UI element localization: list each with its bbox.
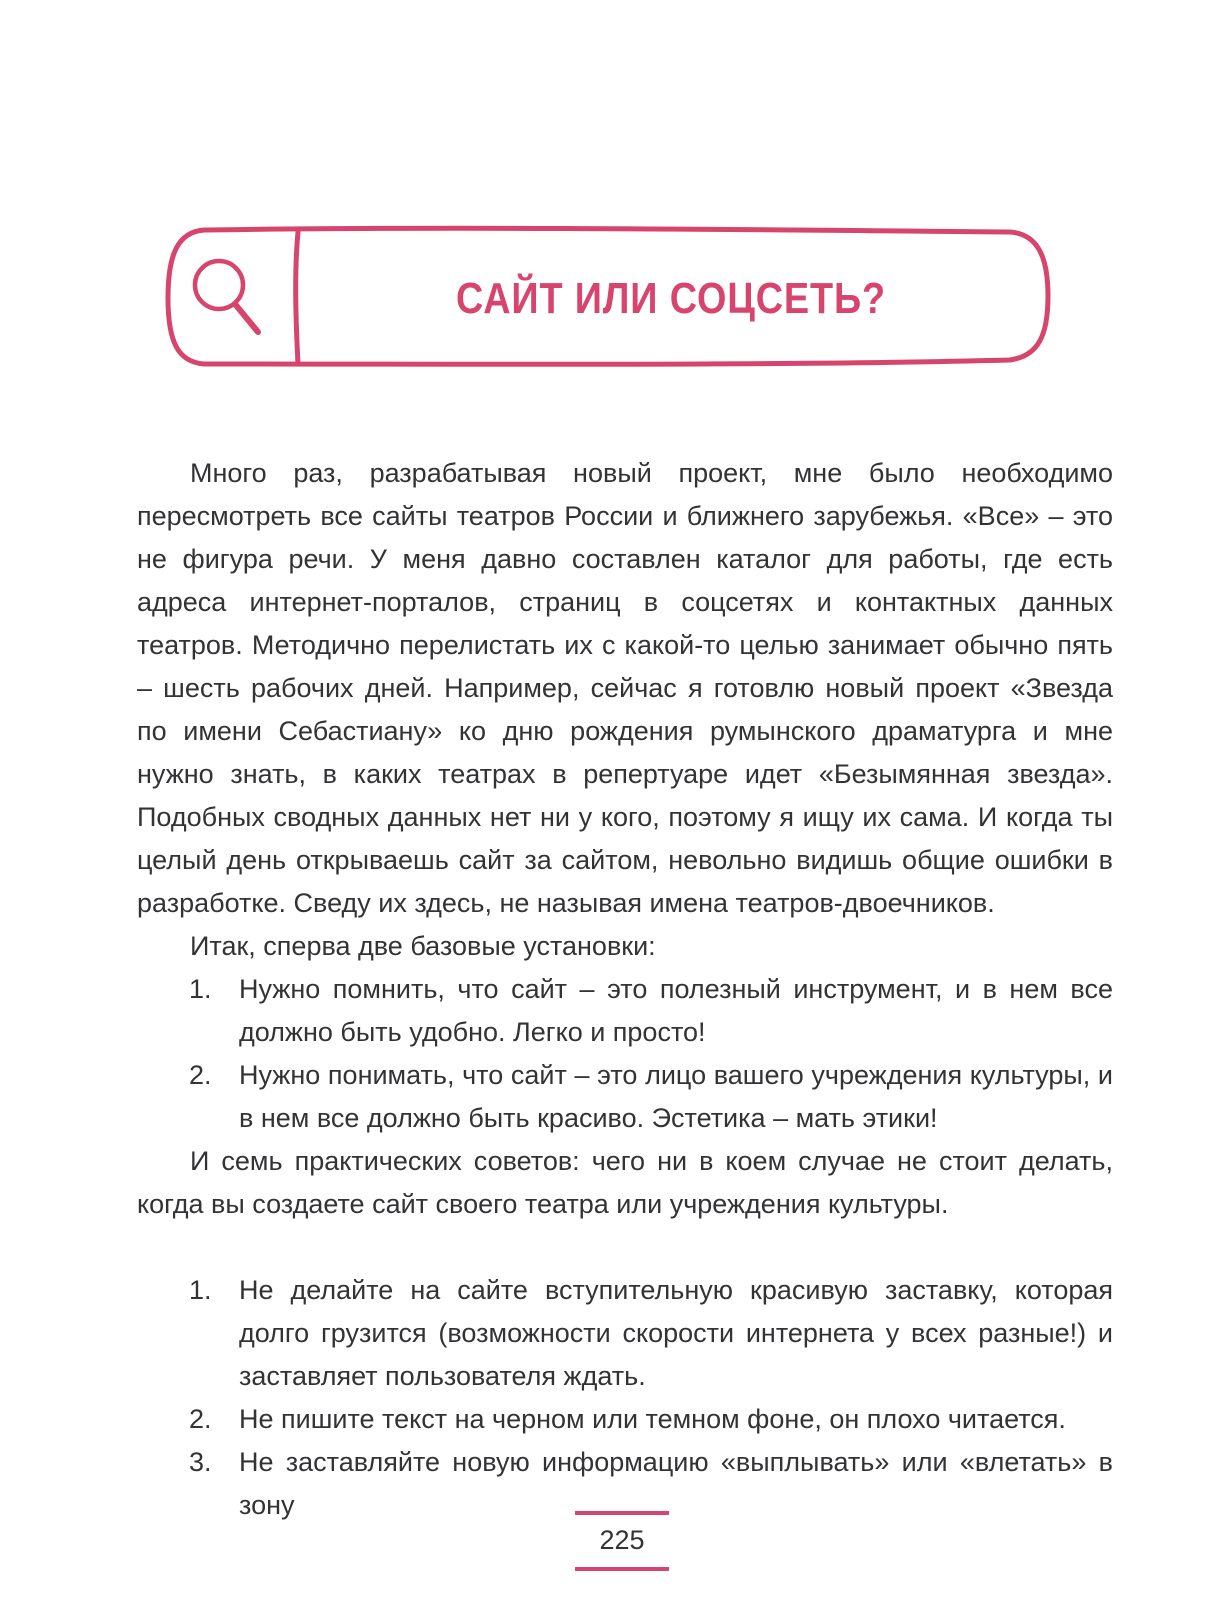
page-number-rule-bottom [575,1567,669,1571]
list-item [137,1398,1113,1441]
list-item-number: 1. [189,974,212,1004]
tips-intro-paragraph: И семь практических советов: чего ни в коем случае не стоит делать, когда вы создаете сайт своего театра или учреждения культуры. [137,1146,1113,1219]
list-item-number: 3. [189,1447,212,1477]
list-item-number: 2. [189,1060,212,1090]
list-item-number: 1. [189,1275,212,1305]
section-title: САЙТ ИЛИ СОЦСЕТЬ? [455,274,887,323]
list-item-text: Нужно понимать, что сайт – это лицо вашего учреждения культуры, и в нем все должно быть красиво. Эстетика – мать этики! [239,1060,1113,1133]
intro-paragraph: Много раз, разрабатывая новый проект, мне было необходимо пересмотреть все сайты театров России и ближнего зарубежья. «Все» – это не фигура речи. У меня давно составлен каталог для работы, где есть адреса интернет-порталов, страниц в соцсетях и контактных данных театров. Методично перелистать их с какой-то целью занимает обычно пять – шесть рабочих дней. Например, сейчас я готовлю новый проект «Звезда по имени Себастиану» ко дню рождения румынского драматурга и мне нужно знать, в каких театрах в репертуаре идет «Безымянная звезда». Подобных сводных данных нет ни у кого, поэтому я ищу их сама. И когда ты целый день открываешь сайт за сайтом, невольно видишь общие ошибки в разработке. Сведу их здесь, не называя имена театров-двоечников. [137,458,1113,918]
search-bar-heading [164,224,1052,374]
list-item-number: 2. [189,1404,212,1434]
list-item [137,1269,1113,1398]
body-text [137,452,1113,1527]
setup-intro-paragraph: Итак, сперва две базовые установки: [190,931,656,961]
page-number-rule-top [575,1511,669,1515]
paragraph-gap [137,1226,1113,1269]
page-number: 225 [599,1525,645,1555]
list-item [137,1054,1113,1140]
list-item-text: Не заставляйте новую информацию «выплывать» или «влетать» в зону [239,1447,1113,1520]
list-item-text: Не пишите текст на черном или темном фоне, он плохо читается. [239,1404,1066,1434]
list-item-text: Не делайте на сайте вступительную красивую заставку, которая долго грузится (возможности скорости интернета у всех разные!) и заставляет пользователя ждать. [239,1275,1113,1391]
magnifier-icon [186,254,276,344]
setup-list [137,968,1113,1140]
tips-list [137,1269,1113,1527]
list-item-text: Нужно помнить, что сайт – это полезный инструмент, и в нем все должно быть удобно. Легко и просто! [239,974,1113,1047]
list-item [137,968,1113,1054]
